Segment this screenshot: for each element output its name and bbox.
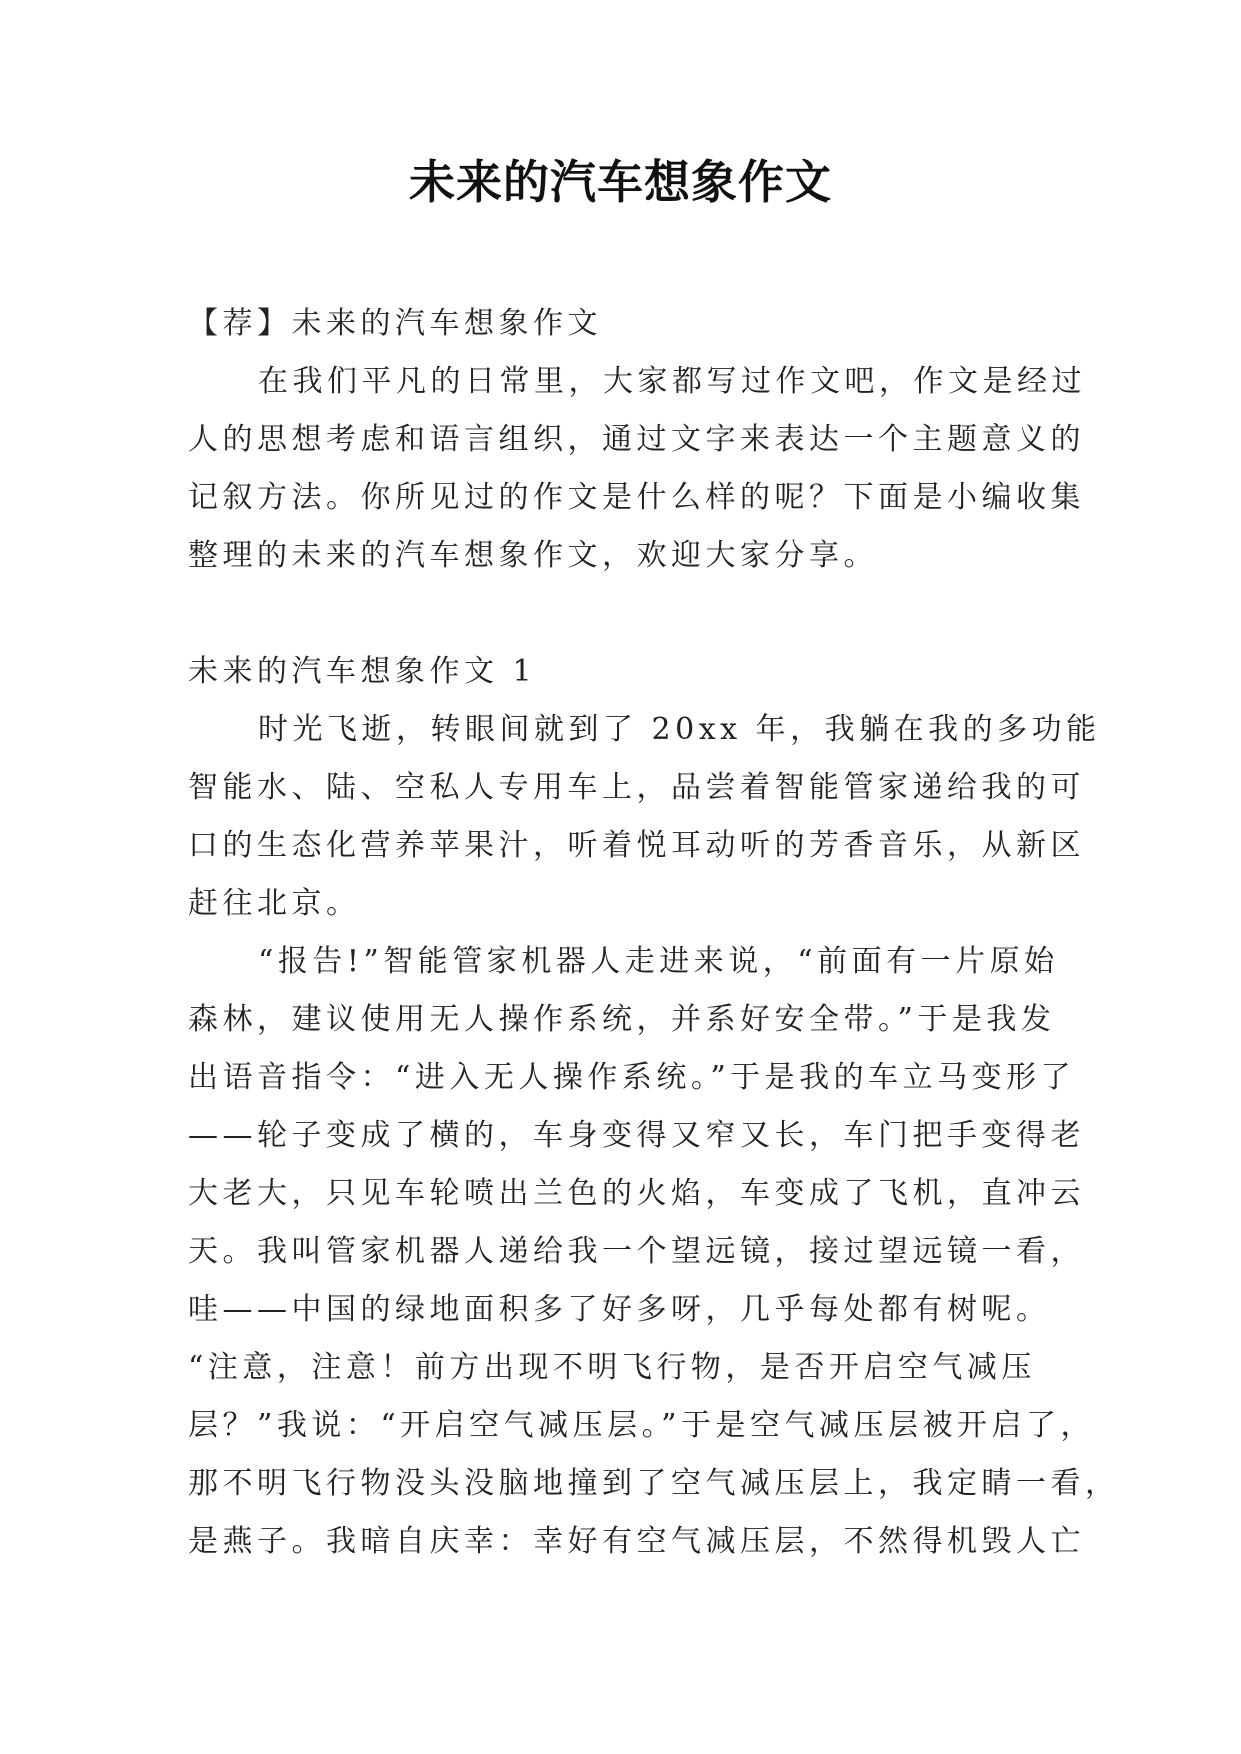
- text-line: 大老大，只见车轮喷出兰色的火焰，车变成了飞机，直冲云: [188, 1176, 1085, 1211]
- text-line: 时光飞逝，转眼间就到了 20xx 年，我躺在我的多功能: [258, 712, 1101, 747]
- section-heading: 未来的汽车想象作文 1: [188, 654, 537, 689]
- document-title: 未来的汽车想象作文: [409, 155, 832, 209]
- text-line: 出语音指令：“进入无人操作系统。”于是我的车立马变形了: [188, 1060, 1076, 1095]
- paragraph-spacer: [188, 585, 1048, 643]
- text-line: ——轮子变成了横的，车身变得又窄又长，车门把手变得老: [188, 1118, 1085, 1153]
- text-line: 天。我叫管家机器人递给我一个望远镜，接过望远镜一看，: [188, 1234, 1085, 1269]
- text-line: 那不明飞行物没头没脑地撞到了空气减压层上，我定睛一看，: [188, 1466, 1120, 1501]
- text-line: 在我们平凡的日常里，大家都写过作文吧，作文是经过: [258, 364, 1086, 399]
- intro-paragraph: [188, 353, 1086, 585]
- text-line: 智能水、陆、空私人专用车上，品尝着智能管家递给我的可: [188, 770, 1085, 805]
- text-line: 赶往北京。: [188, 886, 361, 921]
- recommend-line: 【荐】未来的汽车想象作文: [188, 306, 602, 341]
- paragraph-2: [188, 933, 1120, 1571]
- text-line: 整理的未来的汽车想象作文，欢迎大家分享。: [188, 538, 878, 573]
- text-line: 口的生态化营养苹果汁，听着悦耳动听的芳香音乐，从新区: [188, 828, 1085, 863]
- paragraph-1: [188, 701, 1101, 933]
- text-line: 层？”我说：“开启空气减压层。”于是空气减压层被开启了，: [188, 1408, 1096, 1443]
- text-line: 记叙方法。你所见过的作文是什么样的呢？下面是小编收集: [188, 480, 1085, 515]
- document-body: [188, 295, 1120, 1571]
- text-line: 人的思想考虑和语言组织，通过文字来表达一个主题意义的: [188, 422, 1085, 457]
- text-line: 哇——中国的绿地面积多了好多呀，几乎每处都有树呢。: [188, 1292, 1051, 1327]
- text-line: “报告!”智能管家机器人走进来说，“前面有一片原始: [258, 944, 1059, 979]
- text-line: 森林，建议使用无人操作系统，并系好安全带。”于是我发: [188, 1002, 1056, 1037]
- text-line: 是燕子。我暗自庆幸：幸好有空气减压层，不然得机毁人亡: [188, 1524, 1085, 1559]
- text-line: “注意，注意！前方出现不明飞行物，是否开启空气减压: [188, 1350, 1036, 1385]
